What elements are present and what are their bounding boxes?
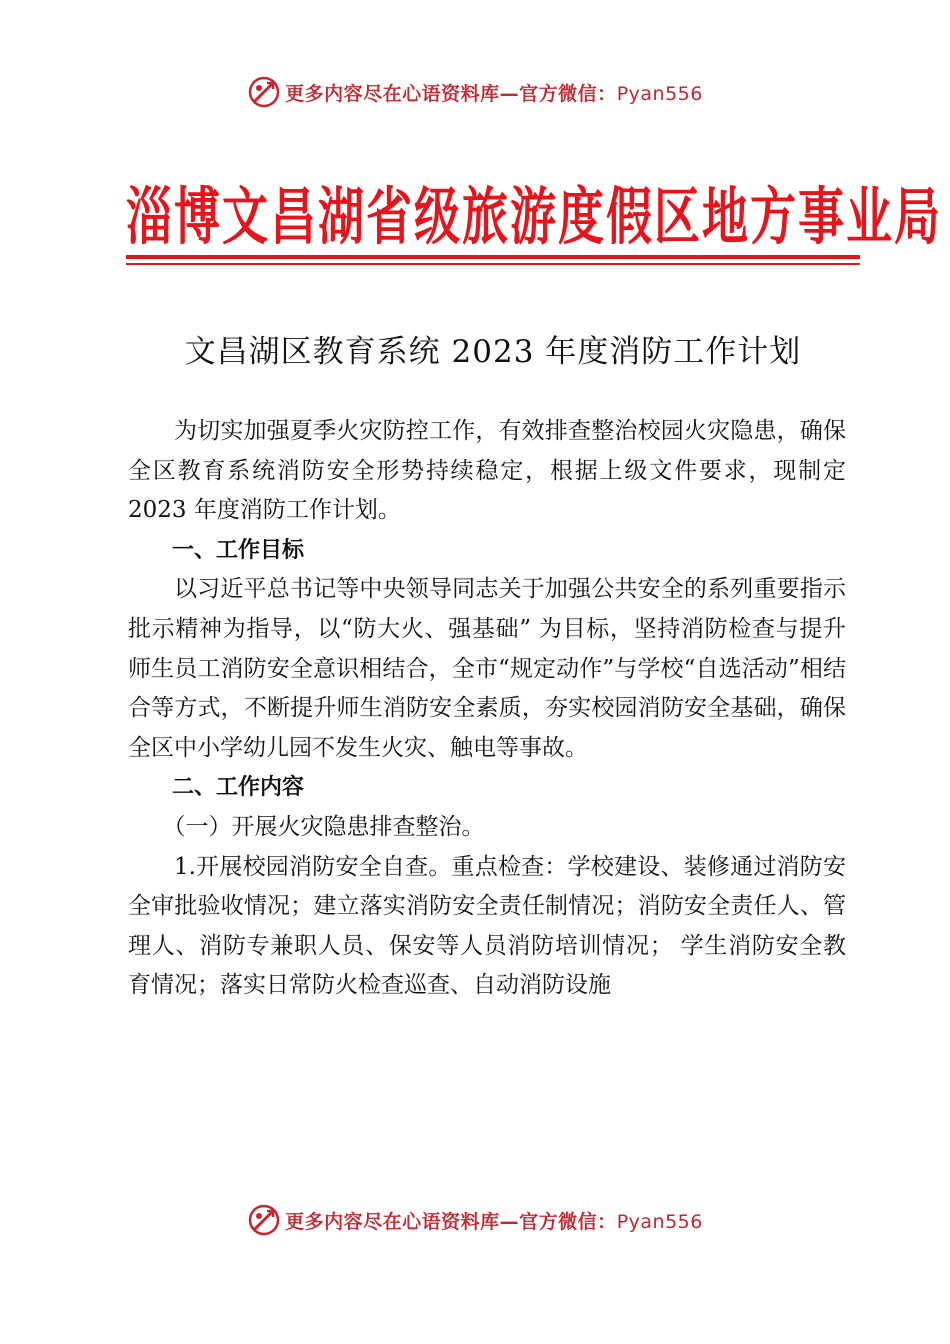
section1-heading: 一、工作目标 xyxy=(172,537,305,563)
intro-paragraph: 为切实加强夏季火灾防控工作，有效排查整治校园火灾隐患，确保全区教育系统消防安全形势持续稳定，根据上级文件要求，现制定 2023 年度消防工作计划。 xyxy=(128,418,846,524)
watermark-top xyxy=(0,74,950,110)
section1-paragraph: 以习近平总书记等中央领导同志关于加强公共安全的系列重要指示批示精神为指导，以“防大火、强基础” 为目标，坚持消防检查与提升师生员工消防安全意识相结合，全市“规定动作”与学校“自选活动”相结合等方式，不断提升师生消防安全素质，夯实校园消防安全基础，确保全区中小学幼儿园不发生火灾、触电等事故。 xyxy=(128,576,846,761)
org-header: 淄博文昌湖省级旅游度假区地方事业局 xyxy=(126,180,942,254)
document-body xyxy=(128,412,846,1006)
brand-logo-icon xyxy=(247,1203,281,1237)
watermark-text: 更多内容尽在心语资料库—官方微信：Pyan556 xyxy=(285,82,703,105)
section2-heading: 二、工作内容 xyxy=(172,775,305,801)
document-title: 文昌湖区教育系统 2023 年度消防工作计划 xyxy=(184,334,802,370)
item1-paragraph: 1.开展校园消防安全自查。重点检查：学校建设、装修通过消防安全审批验收情况；建立落实消防安全责任制情况；消防安全责任人、管理人、消防专兼职人员、保安等人员消防培训情况； 学生消防安全教育情况；落实日常防火检查巡查、自动消防设施 xyxy=(128,853,846,999)
brand-logo-icon xyxy=(247,75,281,109)
subsection1-heading: （一）开展火灾隐患排查整治。 xyxy=(162,813,485,840)
watermark-bottom xyxy=(0,1202,950,1238)
header-rule-thin xyxy=(126,263,860,265)
watermark-text: 更多内容尽在心语资料库—官方微信：Pyan556 xyxy=(285,1210,703,1233)
header-rule-thick xyxy=(126,255,860,259)
